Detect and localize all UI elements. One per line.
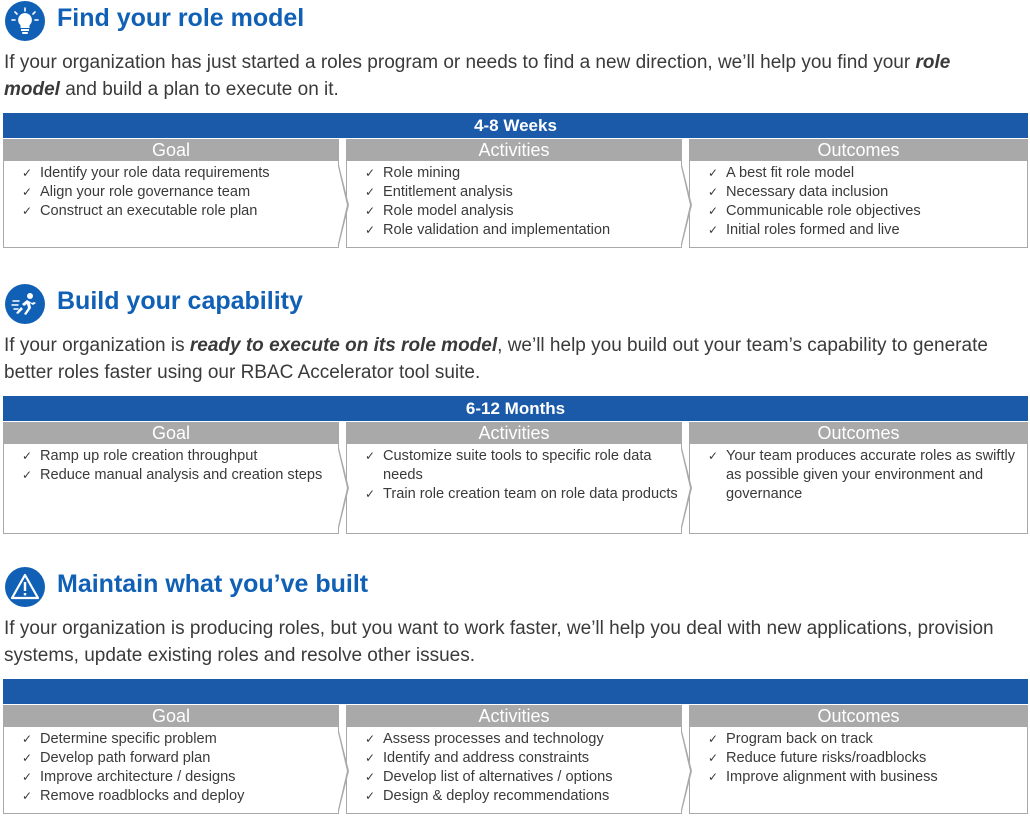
outcomes-header: Outcomes — [690, 140, 1027, 161]
outcomes-header: Outcomes — [690, 423, 1027, 444]
goal-list — [4, 161, 338, 221]
list-item: ✓ Customize suite tools to specific role data needs — [365, 447, 681, 485]
list-item: ✓ Construct an executable role plan — [22, 202, 338, 221]
activities-header: Activities — [347, 706, 681, 727]
list-item: ✓ Design & deploy recommendations — [365, 787, 681, 806]
list-item: ✓ Develop path forward plan — [22, 749, 338, 768]
list-item: ✓ Necessary data inclusion — [708, 183, 1027, 202]
list-item: ✓ Align your role governance team — [22, 183, 338, 202]
activities-list — [347, 444, 681, 504]
activities-header: Activities — [347, 423, 681, 444]
list-item: ✓ A best fit role model — [708, 164, 1027, 183]
activities-list — [347, 161, 681, 240]
section-title: Find your role model — [57, 4, 305, 32]
goal-list — [4, 727, 338, 806]
outcomes-list — [690, 444, 1027, 504]
list-item: ✓ Role validation and implementation — [365, 221, 681, 240]
section-title: Maintain what you’ve built — [57, 570, 369, 598]
list-item: ✓ Determine specific problem — [22, 730, 338, 749]
activities-header: Activities — [347, 140, 681, 161]
goal-header: Goal — [4, 706, 338, 727]
section-intro: If your organization has just started a roles program or needs to find a new direction, we’ll help you find your role model and build a plan to execute on it. — [4, 52, 951, 100]
outcomes-column — [689, 705, 1028, 814]
goal-header: Goal — [4, 423, 338, 444]
outcomes-list — [690, 727, 1027, 787]
timeframe-bar: 4-8 Weeks — [3, 113, 1028, 138]
list-item: ✓ Your team produces accurate roles as swiftly as possible given your environment and governance — [708, 447, 1027, 504]
list-item: ✓ Role mining — [365, 164, 681, 183]
list-item: ✓ Ramp up role creation throughput — [22, 447, 338, 466]
list-item: ✓ Improve architecture / designs — [22, 768, 338, 787]
outcomes-column — [689, 139, 1028, 248]
list-item: ✓ Identify your role data requirements — [22, 164, 338, 183]
activities-column — [346, 139, 682, 248]
runner-icon — [5, 284, 45, 324]
list-item: ✓ Develop list of alternatives / options — [365, 768, 681, 787]
activities-column — [346, 422, 682, 534]
list-item: ✓ Communicable role objectives — [708, 202, 1027, 221]
section-intro: If your organization is producing roles, but you want to work faster, we’ll help you deal with new applications, provision systems, update existing roles and resolve other issues. — [4, 618, 994, 666]
list-item: ✓ Assess processes and technology — [365, 730, 681, 749]
list-item: ✓ Role model analysis — [365, 202, 681, 221]
timeframe-bar: 6-12 Months — [3, 396, 1028, 421]
goal-column — [3, 422, 339, 534]
goal-list — [4, 444, 338, 485]
goal-header: Goal — [4, 140, 338, 161]
section-title: Build your capability — [57, 287, 303, 315]
outcomes-list — [690, 161, 1027, 240]
list-item: ✓ Program back on track — [708, 730, 1027, 749]
lightbulb-icon — [5, 1, 45, 41]
warning-icon — [5, 567, 45, 607]
list-item: ✓ Identify and address constraints — [365, 749, 681, 768]
list-item: ✓ Remove roadblocks and deploy — [22, 787, 338, 806]
goal-column — [3, 705, 339, 814]
timeframe-bar — [3, 679, 1028, 704]
list-item: ✓ Entitlement analysis — [365, 183, 681, 202]
list-item: ✓ Improve alignment with business — [708, 768, 1027, 787]
list-item: ✓ Initial roles formed and live — [708, 221, 1027, 240]
outcomes-header: Outcomes — [690, 706, 1027, 727]
outcomes-column — [689, 422, 1028, 534]
goal-column — [3, 139, 339, 248]
activities-column — [346, 705, 682, 814]
list-item: ✓ Reduce manual analysis and creation steps — [22, 466, 338, 485]
list-item: ✓ Reduce future risks/roadblocks — [708, 749, 1027, 768]
section-intro: If your organization is ready to execute on its role model, we’ll help you build out your team’s capability to generate better roles faster using our RBAC Accelerator tool suite. — [4, 335, 988, 383]
list-item: ✓ Train role creation team on role data products — [365, 485, 681, 504]
activities-list — [347, 727, 681, 806]
